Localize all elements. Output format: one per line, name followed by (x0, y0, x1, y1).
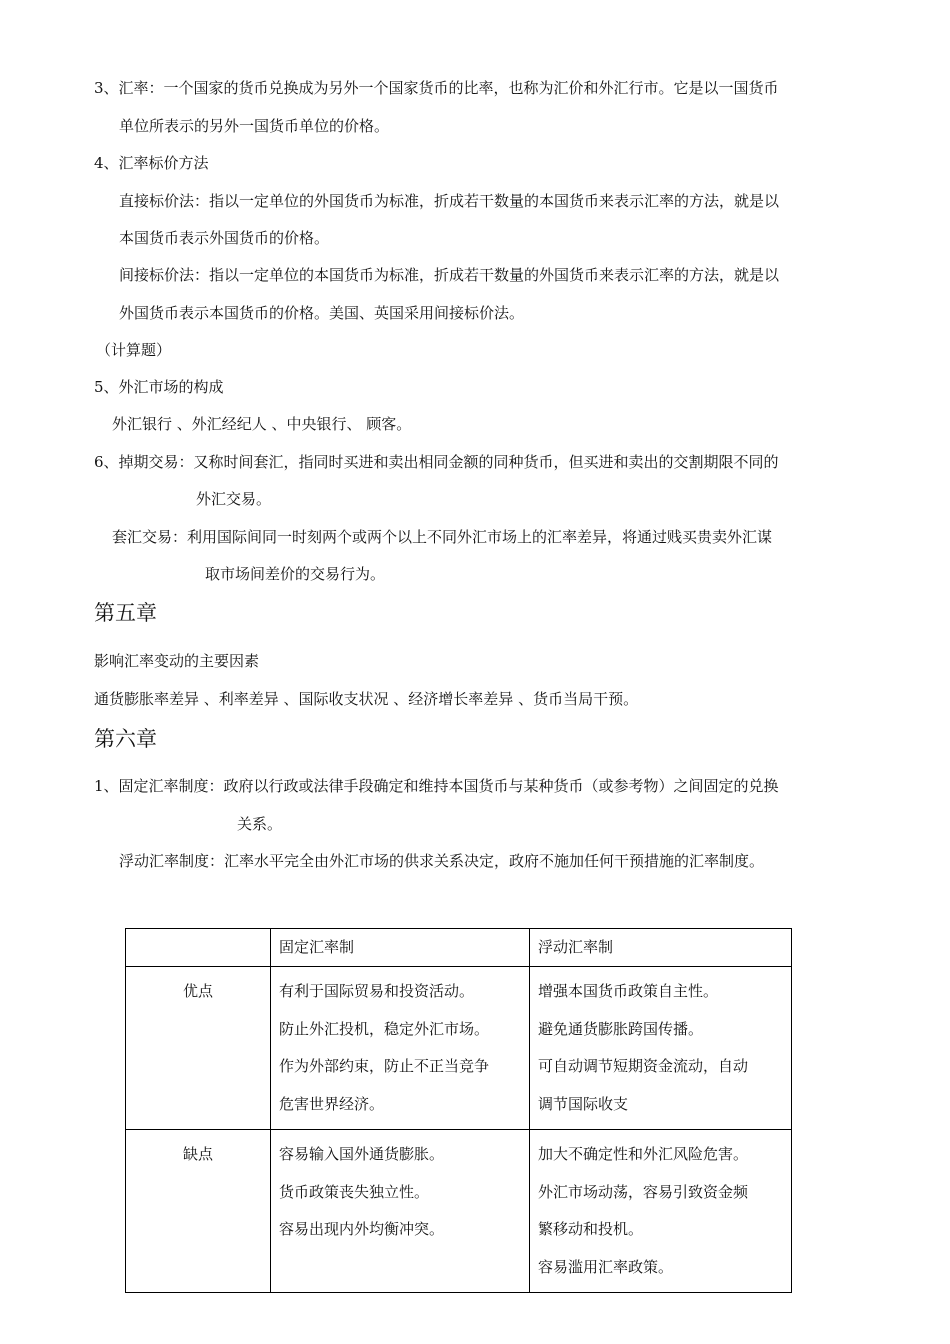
table-header-fixed: 固定汇率制 (271, 929, 530, 967)
item5-body: 外汇银行 、外汇经纪人 、中央银行、 顾客。 (112, 415, 412, 433)
item3-line1: 3、汇率：一个国家的货币兑换成为另外一个国家货币的比率，也称为汇价和外汇行市。它是以一国货币 (94, 79, 779, 97)
table-row (126, 1130, 792, 1293)
fixed-regime-line2: 关系。 (237, 815, 283, 833)
table-row (126, 967, 792, 1130)
cell-line: 容易出现内外均衡冲突。 (279, 1220, 445, 1238)
item5-title: 5、外汇市场的构成 (94, 378, 224, 396)
item6-line2: 外汇交易。 (196, 490, 272, 508)
cell-line: 有利于国际贸易和投资活动。 (279, 982, 475, 1000)
cell-line: 加大不确定性和外汇风险危害。 (538, 1145, 749, 1163)
item6-line1: 6、掉期交易：又称时间套汇，指同时买进和卖出相同金额的同种货币，但买进和卖出的交割期限不同的 (94, 453, 779, 471)
indirect-quote-line1: 间接标价法：指以一定单位的本国货币为标准，折成若干数量的外国货币来表示汇率的方法，就是以 (119, 266, 780, 284)
indirect-quote-line2: 外国货币表示本国货币的价格。美国、英国采用间接标价法。 (119, 304, 525, 322)
table-header-floating: 浮动汇率制 (530, 929, 792, 967)
table-header-row (126, 929, 792, 967)
disadvantages-fixed-cell (271, 1130, 530, 1293)
item4-title: 4、汇率标价方法 (94, 154, 209, 172)
chapter6-heading: 第六章 (94, 727, 157, 751)
chapter5-heading: 第五章 (94, 601, 157, 625)
table-header-empty (126, 929, 271, 967)
cell-line: 货币政策丧失独立性。 (279, 1182, 430, 1201)
arbitrage-line1: 套汇交易：利用国际间同一时刻两个或两个以上不同外汇市场上的汇率差异，将通过贱买贵卖外汇谋 (112, 528, 773, 546)
cell-line: 防止外汇投机，稳定外汇市场。 (279, 1019, 490, 1038)
regime-comparison-table (125, 928, 792, 1293)
advantages-floating-cell (530, 967, 792, 1130)
cell-line: 避免通货膨胀跨国传播。 (538, 1019, 704, 1038)
row-label-text: 缺点 (182, 1145, 213, 1163)
cell-line: 增强本国货币政策自主性。 (538, 982, 719, 1000)
cell-line: 容易滥用汇率政策。 (538, 1257, 674, 1276)
fixed-regime-line1: 1、固定汇率制度：政府以行政或法律手段确定和维持本国货币与某种货币（或参考物）之间固定的兑换 (94, 777, 779, 795)
disadvantages-floating-cell (530, 1130, 792, 1293)
row-label-text: 优点 (182, 982, 213, 1000)
direct-quote-line1: 直接标价法：指以一定单位的外国货币为标准，折成若干数量的本国货币来表示汇率的方法，就是以 (119, 192, 780, 210)
chapter5-factors: 通货膨胀率差异 、利率差异 、国际收支状况 、经济增长率差异 、货币当局干预。 (94, 690, 639, 708)
cell-line: 危害世界经济。 (279, 1094, 385, 1113)
row-label-advantages (126, 967, 271, 1130)
direct-quote-line2: 本国货币表示外国货币的价格。 (119, 229, 330, 247)
calc-note: （计算题） (96, 341, 172, 359)
chapter5-subtitle: 影响汇率变动的主要因素 (94, 652, 260, 670)
cell-line: 外汇市场动荡，容易引致资金频 (538, 1182, 749, 1201)
floating-regime: 浮动汇率制度：汇率水平完全由外汇市场的供求关系决定，政府不施加任何干预措施的汇率制度。 (119, 852, 765, 870)
arbitrage-line2: 取市场间差价的交易行为。 (205, 565, 386, 583)
advantages-fixed-cell (271, 967, 530, 1130)
cell-line: 繁移动和投机。 (538, 1220, 644, 1238)
cell-line: 作为外部约束，防止不正当竞争 (279, 1057, 490, 1075)
cell-line: 可自动调节短期资金流动，自动 (538, 1057, 749, 1075)
row-label-disadvantages (126, 1130, 271, 1293)
cell-line: 调节国际收支 (538, 1094, 629, 1113)
cell-line: 容易输入国外通货膨胀。 (279, 1145, 445, 1163)
item3-line2: 单位所表示的另外一国货币单位的价格。 (119, 117, 390, 135)
